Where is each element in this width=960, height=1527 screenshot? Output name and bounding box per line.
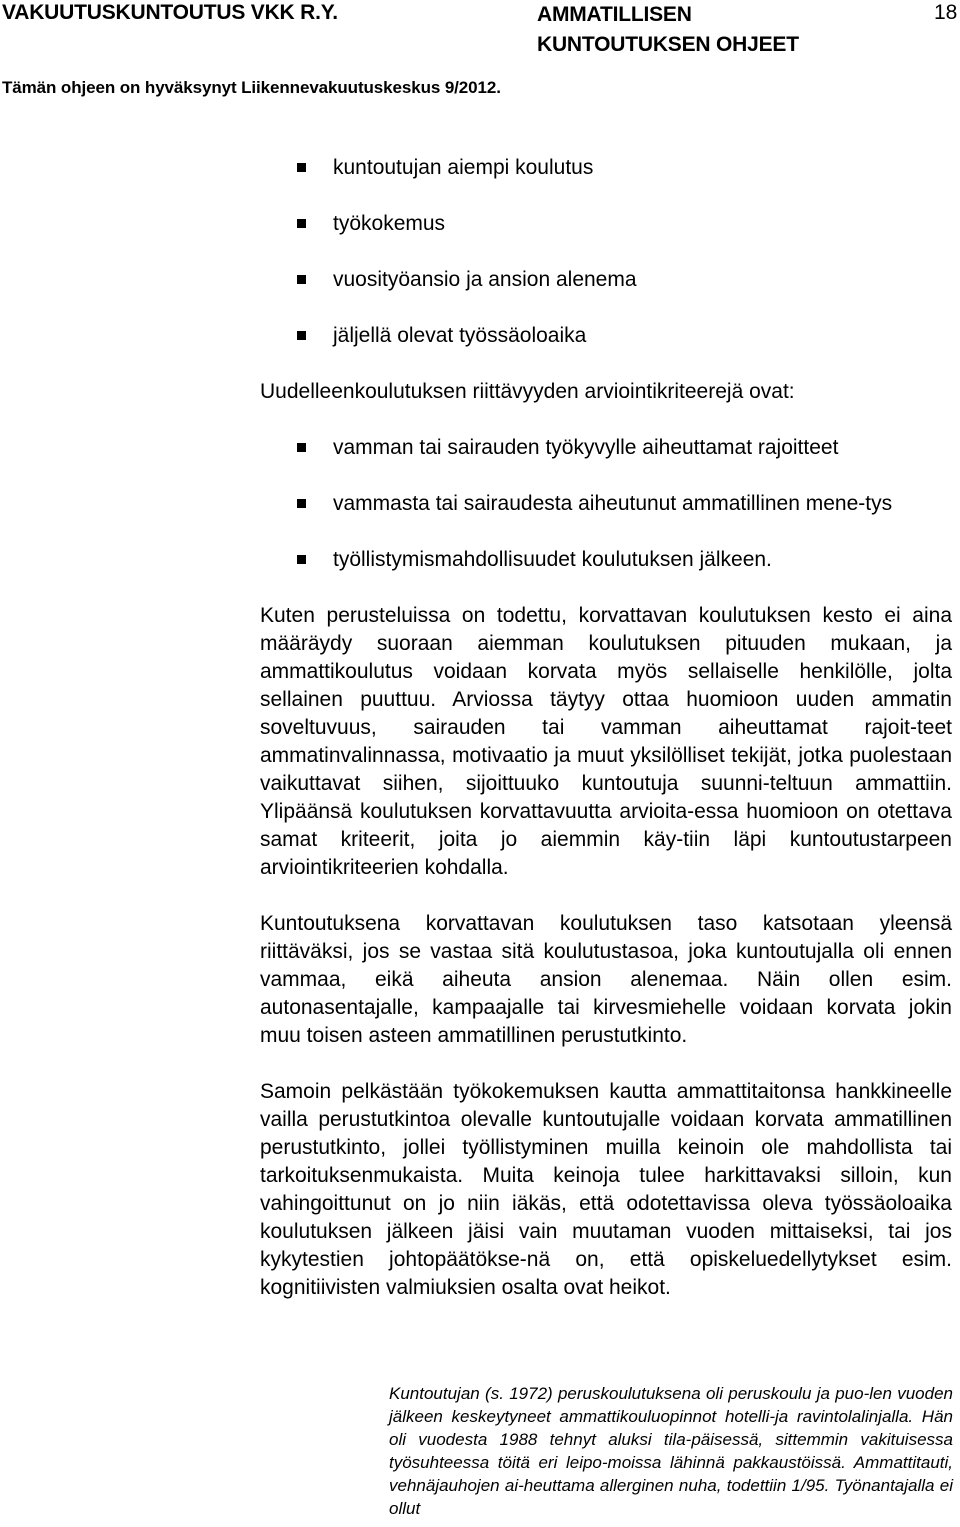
square-bullet-icon [297,499,306,508]
criteria-intro: Uudelleenkoulutuksen riittävyyden arviointikriteerejä ovat: [260,380,795,403]
list-item [260,490,952,518]
document-body [260,154,952,1330]
list-item [260,266,952,294]
list-item-text: jäljellä olevat työssäoloaika [333,324,587,347]
square-bullet-icon [297,331,306,340]
list-item-text: vuosityöansio ja ansion alenema [333,268,637,291]
square-bullet-icon [297,555,306,564]
page-header [0,0,960,100]
list-item-text: vammasta tai sairaudesta aiheutunut ammatillinen mene-tys [333,492,893,515]
body-paragraph: Samoin pelkästään työkokemuksen kautta ammattitaitonsa hankkineelle vailla perustutkintoa olevalle kuntoutujalle voidaan korvata ammatillinen perustutkinto, jollei työllistyminen muilla keinoin ole mahdollista tai tarkoituksenmukaista. Muita keinoja tulee harkittavaksi silloin, kun vahingoittunut on jo niin iäkäs, että odotettavissa oleva työssäoloaika koulutuksen jälkeen jäisi vain muutaman vuoden mittaiseksi, tai jos kykytestien johtopäätökse-nä on, että opiskeluedellytykset esim. kognitiivisten valmiuksien osalta ovat heikot. [260,1080,952,1299]
list-item-text: vamman tai sairauden työkyvylle aiheuttamat rajoitteet [333,436,839,459]
square-bullet-icon [297,163,306,172]
approval-note: Tämän ohjeen on hyväksynyt Liikennevakuutuskeskus 9/2012. [2,78,501,97]
list-item [260,322,952,350]
body-paragraph: Kuntoutuksena korvattavan koulutuksen taso katsotaan yleensä riittäväksi, jos se vastaa sitä koulutustasoa, joka kuntoutujalla oli ennen vammaa, eikä aiheuta ansion alenemaa. Näin ollen esim. autonasentajalle, kampaajalle tai kirvesmiehelle voidaan korvata jokin muu toisen asteen ammatillinen perustutkinto. [260,912,952,1047]
list-item-text: työllistymismahdollisuudet koulutuksen jälkeen. [333,548,772,571]
list-item-text: työkokemus [333,212,446,235]
square-bullet-icon [297,275,306,284]
list-item [260,434,952,462]
list-item [260,210,952,238]
page-number: 18 [934,1,958,24]
square-bullet-icon [297,219,306,228]
organization-name: VAKUUTUSKUNTOUTUS VKK R.Y. [2,1,338,24]
list-item-text: kuntoutujan aiempi koulutus [333,156,594,179]
case-example-note: Kuntoutujan (s. 1972) peruskoulutuksena oli peruskoulu ja puo-len vuoden jälkeen keskeytyneet ammattikouluopinnot hotelli-ja ravintolalinjalla. Hän oli vuodesta 1988 tehnyt aluksi tila-päisessä, sittemmin vakituisessa työsuhteessa töitä eri leipo-moissa lähinnä pakkaustöissä. Ammattitauti, vehnäjauhojen ai-heuttama allerginen nuha, todettiin 1/95. Työnantajalla ei ollut [389,1384,953,1518]
assessment-factors-list [260,154,952,350]
document-title: AMMATILLISEN KUNTOUTUKSEN OHJEET [537,3,799,56]
criteria-list [260,434,952,574]
body-paragraph: Kuten perusteluissa on todettu, korvattavan koulutuksen kesto ei aina määräydy suoraan aiemman koulutuksen pituuden mukaan, ja ammattikoulutus voidaan korvata myös sellaiselle henkilölle, jolta sellainen puuttuu. Arviossa täytyy ottaa huomioon uuden ammatin soveltuvuus, sairauden tai vamman aiheuttamat rajoit-teet ammatinvalinnassa, motivaatio ja muut yksilölliset tekijät, jotka puolestaan vaikuttavat siihen, sijoittuuko kuntoutuja suunni-teltuun ammattiin. Ylipäänsä koulutuksen korvattavuutta arvioita-essa huomioon on otettava samat kriteerit, joita jo aiemmin käy-tiin läpi kuntoutustarpeen arviointikriteerien kohdalla. [260,604,952,879]
square-bullet-icon [297,443,306,452]
list-item [260,154,952,182]
list-item [260,546,952,574]
